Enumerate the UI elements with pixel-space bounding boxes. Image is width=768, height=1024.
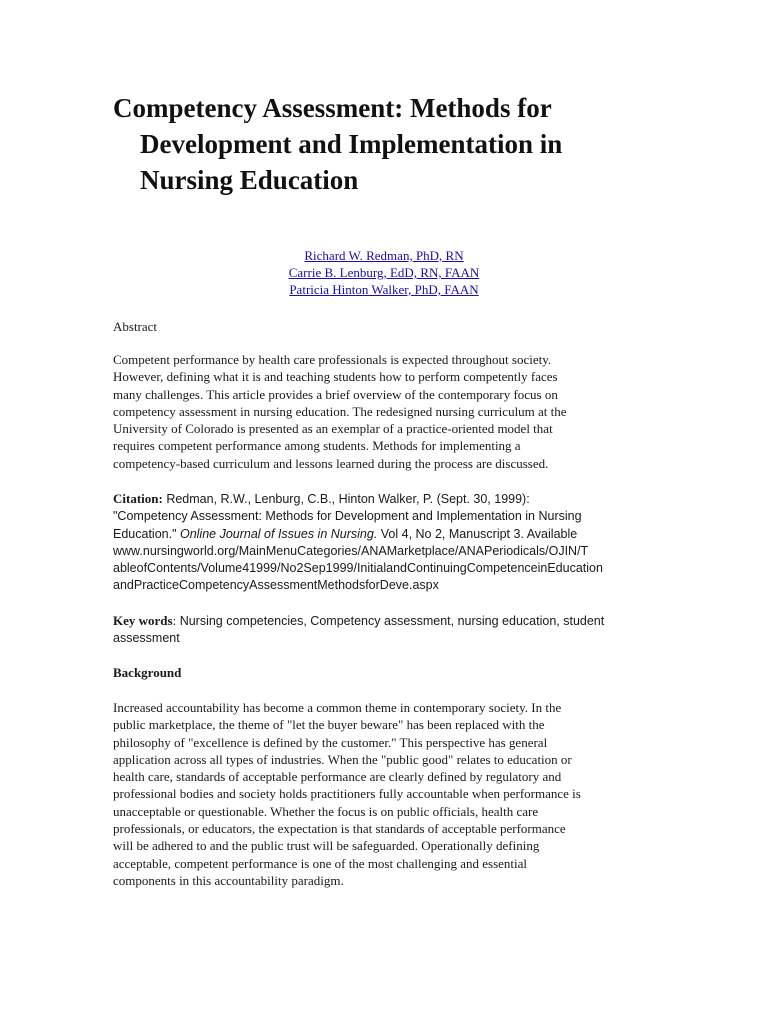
keywords-colon: : bbox=[172, 613, 177, 628]
abstract-line: requires competent performance among students. Methods for implementing a bbox=[113, 438, 521, 454]
abstract-label-text: Abstract bbox=[113, 319, 158, 334]
abstract-line: University of Colorado is presented as an exemplar of a practice-oriented model that bbox=[113, 421, 553, 437]
background-body bbox=[113, 699, 658, 889]
background-line: acceptable, competent performance is one of the most challenging and essential bbox=[113, 855, 528, 871]
background-line: Increased accountability has become a common theme in contemporary society. In the bbox=[113, 700, 562, 715]
background-line: components in this accountability paradigm. bbox=[113, 872, 344, 888]
abstract-line: competency assessment in nursing education. The redesigned nursing curriculum at the bbox=[113, 403, 567, 419]
background-line: will be adhered to and the public trust will be safeguarded. Operationally defining bbox=[113, 838, 540, 854]
citation-text: Redman, R.W., Lenburg, C.B., Hinton Walker, P. (Sept. 30, 1999): bbox=[162, 492, 530, 506]
citation-text: "Competency Assessment: Methods for Development and Implementation in Nursing bbox=[113, 509, 582, 524]
citation-block bbox=[113, 490, 658, 595]
background-line: philosophy of "excellence is defined by the customer." This perspective has general bbox=[113, 734, 548, 750]
background-line: public marketplace, the theme of "let the buyer beware" has been replaced with the bbox=[113, 717, 545, 733]
citation-url-line: ableofContents/Volume41999/No2Sep1999/InitialandContinuingCompetenceinEducation bbox=[113, 561, 603, 576]
keywords-text: Nursing competencies, Competency assessment, nursing education, student bbox=[176, 614, 605, 628]
background-line: professional bodies and society holds practitioners fully accountable when performance is bbox=[113, 786, 581, 802]
abstract-line: many challenges. This article provides a brief overview of the contemporary focus on bbox=[113, 386, 558, 402]
keywords-block bbox=[113, 612, 658, 648]
keywords-label: Key words bbox=[113, 613, 173, 628]
abstract-label bbox=[113, 318, 658, 335]
title-line: Nursing Education bbox=[140, 165, 359, 195]
abstract-line: Competent performance by health care professionals is expected throughout society. bbox=[113, 352, 552, 367]
citation-url-line: andPracticeCompetencyAssessmentMethodsforDeve.aspx bbox=[113, 578, 439, 593]
background-line: professionals, or educators, the expectation is that standards of acceptable performance bbox=[113, 821, 566, 837]
background-line: unacceptable or questionable. Whether the focus is on public officials, health care bbox=[113, 803, 539, 819]
title-line: Development and Implementation in bbox=[140, 129, 563, 159]
background-heading bbox=[113, 664, 658, 681]
author-link[interactable]: Patricia Hinton Walker, PhD, FAAN bbox=[289, 282, 479, 297]
citation-text: Education." bbox=[113, 526, 180, 541]
author-link[interactable]: Richard W. Redman, PhD, RN bbox=[304, 248, 464, 263]
article-title bbox=[113, 90, 673, 198]
background-line: health care, standards of acceptable performance are clearly defined by regulatory and bbox=[113, 769, 562, 785]
keywords-text: assessment bbox=[113, 631, 180, 646]
abstract-line: competency-based curriculum and lessons learned during the process are discussed. bbox=[113, 455, 549, 471]
abstract-line: However, defining what it is and teaching students how to perform competently faces bbox=[113, 369, 558, 385]
background-line: application across all types of industries. When the "public good" relates to education or bbox=[113, 751, 572, 767]
citation-text: Vol 4, No 2, Manuscript 3. Available bbox=[377, 526, 578, 541]
citation-journal: Online Journal of Issues in Nursing. bbox=[179, 526, 378, 541]
citation-url-line: www.nursingworld.org/MainMenuCategories/ANAMarketplace/ANAPeriodicals/OJIN/T bbox=[113, 543, 589, 558]
author-list bbox=[113, 247, 655, 298]
author-link[interactable]: Carrie B. Lenburg, EdD, RN, FAAN bbox=[288, 265, 480, 280]
background-heading-text: Background bbox=[113, 665, 182, 680]
citation-label: Citation: bbox=[113, 491, 163, 506]
title-line: Competency Assessment: Methods for bbox=[113, 93, 552, 123]
abstract-body bbox=[113, 351, 658, 472]
